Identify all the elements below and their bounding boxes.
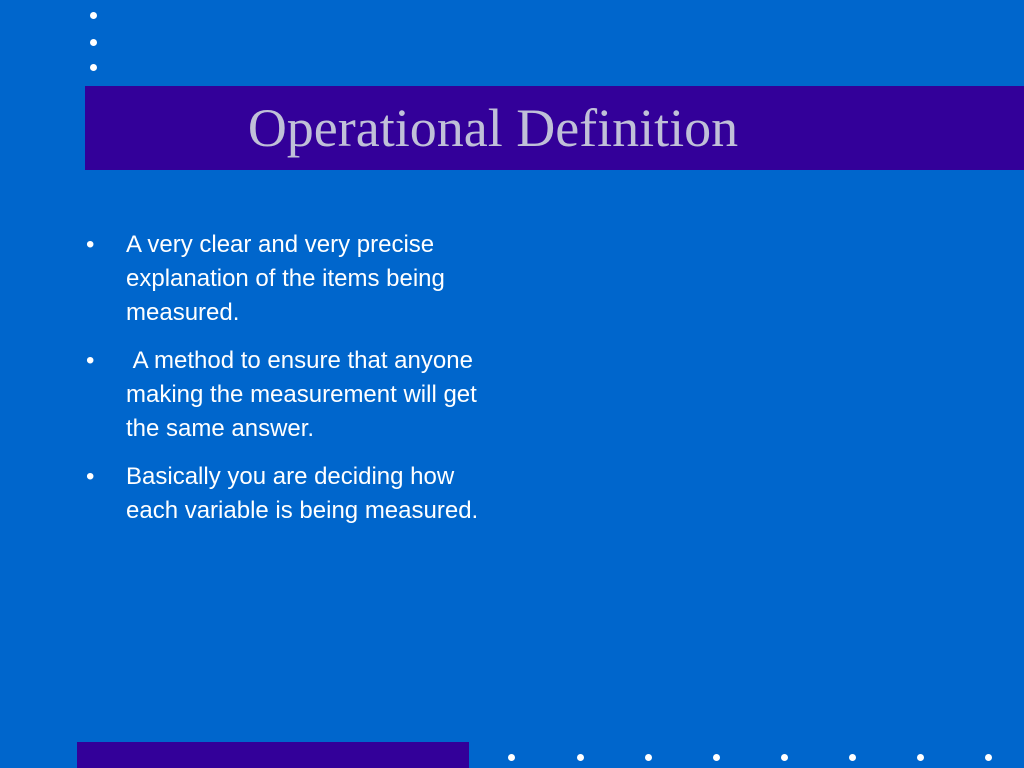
bullet-item <box>86 344 506 446</box>
bullet-marker: • <box>86 463 95 490</box>
decorative-dot <box>90 12 97 19</box>
decorative-dot <box>713 754 720 761</box>
decorative-dot <box>90 64 97 71</box>
slide-title: Operational Definition <box>247 98 739 158</box>
decorative-dot <box>645 754 652 761</box>
decorative-dot <box>917 754 924 761</box>
title-band <box>85 86 1024 170</box>
decorative-dot <box>90 39 97 46</box>
bullet-marker: • <box>86 347 95 374</box>
bullet-marker: • <box>86 231 95 258</box>
bullet-text: A very clear and very precise explanation of the items being measured. <box>126 231 452 326</box>
decorative-dot <box>508 754 515 761</box>
decorative-dot <box>577 754 584 761</box>
decorative-dot <box>849 754 856 761</box>
decorative-dot <box>985 754 992 761</box>
decorative-dot <box>781 754 788 761</box>
bullet-item <box>86 228 506 330</box>
bullet-item <box>86 460 506 528</box>
bullet-text: Basically you are deciding how each variable is being measured. <box>126 463 479 524</box>
bullet-text: A method to ensure that anyone making the measurement will get the same answer. <box>126 347 484 442</box>
bullet-list <box>86 228 506 542</box>
bottom-accent-bar <box>77 742 469 768</box>
